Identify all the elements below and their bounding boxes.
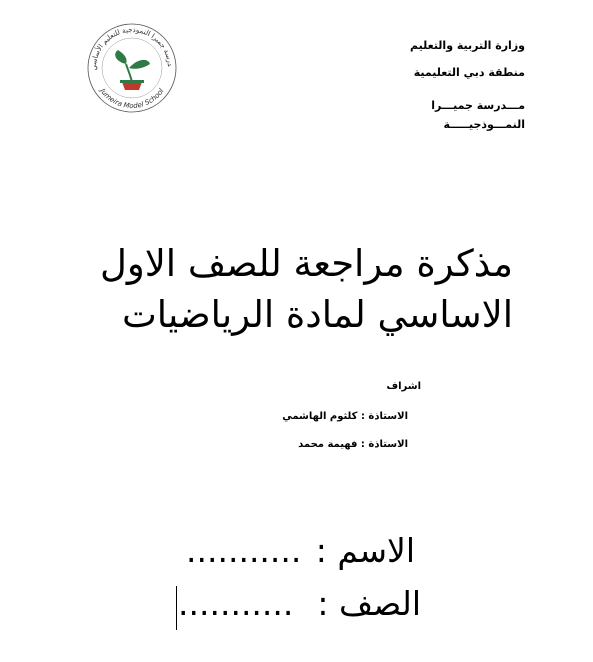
logo-pot-icon: [122, 82, 142, 90]
school-name-line2: النمـــوذجيـــــة: [443, 118, 525, 131]
education-zone: منطقة دبي التعليمية: [413, 66, 525, 79]
school-name-line1: مـــدرسة جميـــرا: [431, 99, 525, 112]
student-name-label: الاسم :: [315, 531, 415, 570]
supervisor-2: الاستاذة : فهيمة محمد: [298, 439, 408, 450]
ministry-name: وزارة التربية والتعليم: [410, 39, 525, 52]
logo-latin-ring-text: Jumeira Model School: [98, 87, 166, 111]
document-title-line1: مذكرة مراجعة للصف الاول: [99, 242, 513, 285]
student-name-field[interactable]: ...........: [186, 531, 302, 570]
supervision-label: اشراف: [386, 381, 421, 392]
student-class-label: الصف :: [317, 584, 421, 623]
student-class-field[interactable]: ...........: [178, 584, 294, 623]
supervisor-1: الاستاذة : كلثوم الهاشمي: [282, 411, 408, 422]
document-title-line2: الاساسي لمادة الرياضيات: [121, 293, 513, 336]
logo-pot-rim-icon: [120, 80, 144, 83]
logo-arabic-ring-text: درسة جميرا النموذجية للتعليم الأساسي: [89, 25, 175, 71]
logo-leaf-right-icon: [129, 60, 150, 69]
logo-leaf-left-icon: [115, 50, 126, 64]
text-cursor: [176, 586, 177, 630]
school-logo: [82, 18, 182, 118]
